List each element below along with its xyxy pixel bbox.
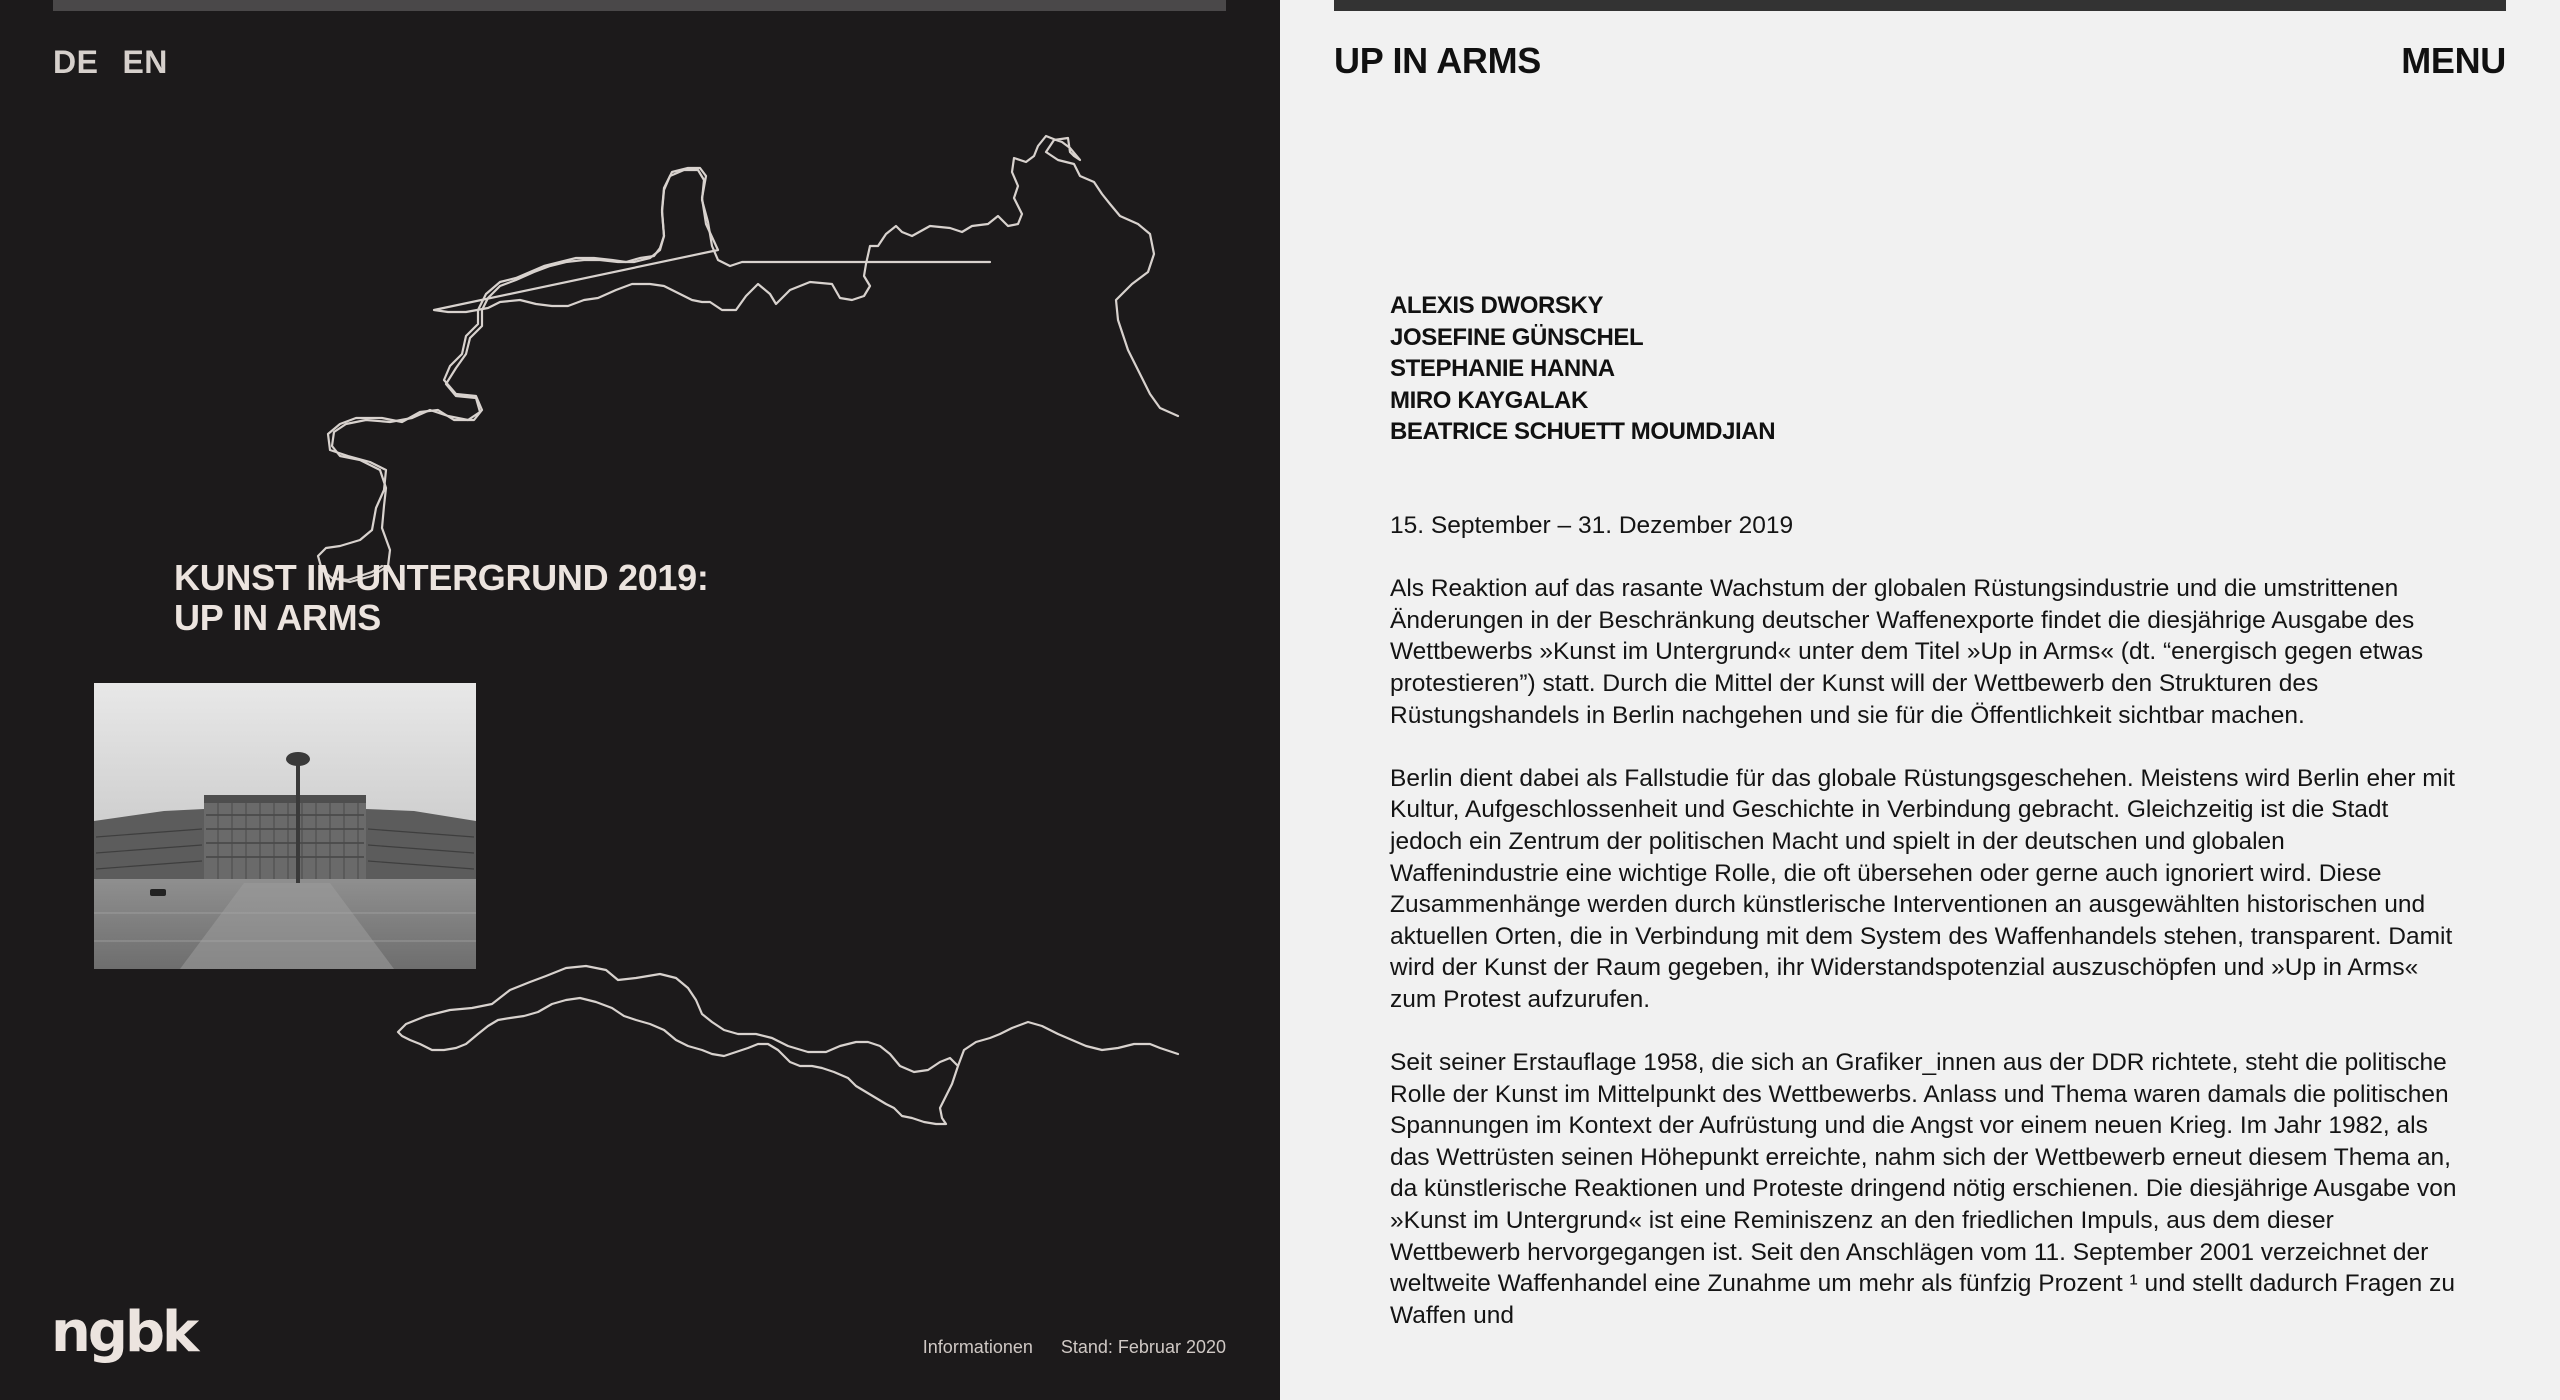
paragraph: Als Reaktion auf das rasante Wachstum der globalen Rüstungsindustrie und die umstrittenen Änderungen in der Beschränkung deutscher Waffenexporte findet die diesjährige Ausgabe des Wettbewerbs »Kunst im Untergrund« unter dem Titel »Up in Arms« (dt. “energisch gegen etwas protestieren”) statt. Durch die Mittel der Kunst will der Wettbewerb den Strukturen des Rüstungshandels in Berlin nachgehen und sie für die Öffentlichkeit sichtbar machen. xyxy=(1390,575,2424,729)
paragraph: Seit seiner Erstauflage 1958, die sich an Grafiker_innen aus der DDR richtete, steht die politische Rolle der Kunst im Mittelpunkt des Wettbewerbs. Anlass und Thema waren damals die politischen Spannungen im Kontext der Aufrüstung und die Angst vor einem neuen Krieg. Im Jahr 1982, als das Wettrüsten seinen Höhepunkt erreichte, nahm sich der Wettbewerb erneut diesem Thema an, da künstlerische Reaktionen und Proteste dringend nötig erschienen. Die diesjährige Ausgabe von »Kunst im Untergrund« ist eine Reminiszenz an den friedlichen Impuls, aus dem dieser Wettbewerb hervorgegangen ist. Seit den Anschlägen vom 11. September 2001 verzeichnet der weltweite Waffenhandel eine Zunahme um mehr als fünfzig Prozent ¹ und stellt dadurch Fragen zu Waffen und xyxy=(1390,1049,2457,1329)
artist-name: BEATRICE SCHUETT MOUMDJIAN xyxy=(1390,418,1776,446)
exhibition-title-line1: KUNST IM UNTERGRUND 2019: xyxy=(174,557,709,598)
artist-name: MIRO KAYGALAK xyxy=(1390,386,1588,414)
tempelhof-photo-graphic xyxy=(94,683,476,969)
stand-text: Stand: Februar 2020 xyxy=(1060,1337,1226,1357)
left-footer xyxy=(923,1337,1226,1358)
informationen-link[interactable]: Informationen xyxy=(922,1337,1033,1357)
ngbk-logo[interactable]: ngbk xyxy=(51,1300,197,1365)
lang-de-link[interactable]: DE xyxy=(53,44,99,80)
site-title[interactable]: UP IN ARMS xyxy=(1334,40,1542,81)
artist-name: ALEXIS DWORSKY xyxy=(1390,292,1604,319)
menu-button[interactable]: MENU xyxy=(2401,40,2506,81)
artist-name: JOSEFINE GÜNSCHEL xyxy=(1390,323,1644,351)
right-panel xyxy=(1280,0,2560,1400)
right-top-scrollbar[interactable] xyxy=(1334,0,2506,11)
paragraph: Berlin dient dabei als Fallstudie für das globale Rüstungsgeschehen. Meistens wird Berlin eher mit Kultur, Aufgeschlossenheit und Geschichte in Verbindung gebracht. Gleichzeitig ist die Stadt jedoch ein Zentrum der politischen Macht und spielt in der deutschen und globalen Waffenindustrie eine wichtige Rolle, die oft übersehen oder gerne auch ignoriert wird. Diese Zusammenhänge werden durch künstlerische Interventionen an ausgewählten historischen und aktuellen Orten, die in Verbindung mit dem System des Waffenhandels stehen, transparent. Damit wird der Kunst der Raum gegeben, ihr Widerstandspotenzial auszuschöpfen und »Up in Arms« zum Protest aufzurufen. xyxy=(1390,764,2455,1013)
tempelhof-photo[interactable] xyxy=(94,683,476,969)
lang-en-link[interactable]: EN xyxy=(122,44,168,80)
artist-name: STEPHANIE HANNA xyxy=(1390,355,1615,383)
artist-list xyxy=(1390,290,1775,448)
main-text xyxy=(1390,510,2460,1363)
exhibition-title-line2: UP IN ARMS xyxy=(174,597,382,638)
exhibition-dates: 15. September – 31. Dezember 2019 xyxy=(1390,512,1794,539)
exhibition-title xyxy=(174,558,709,638)
